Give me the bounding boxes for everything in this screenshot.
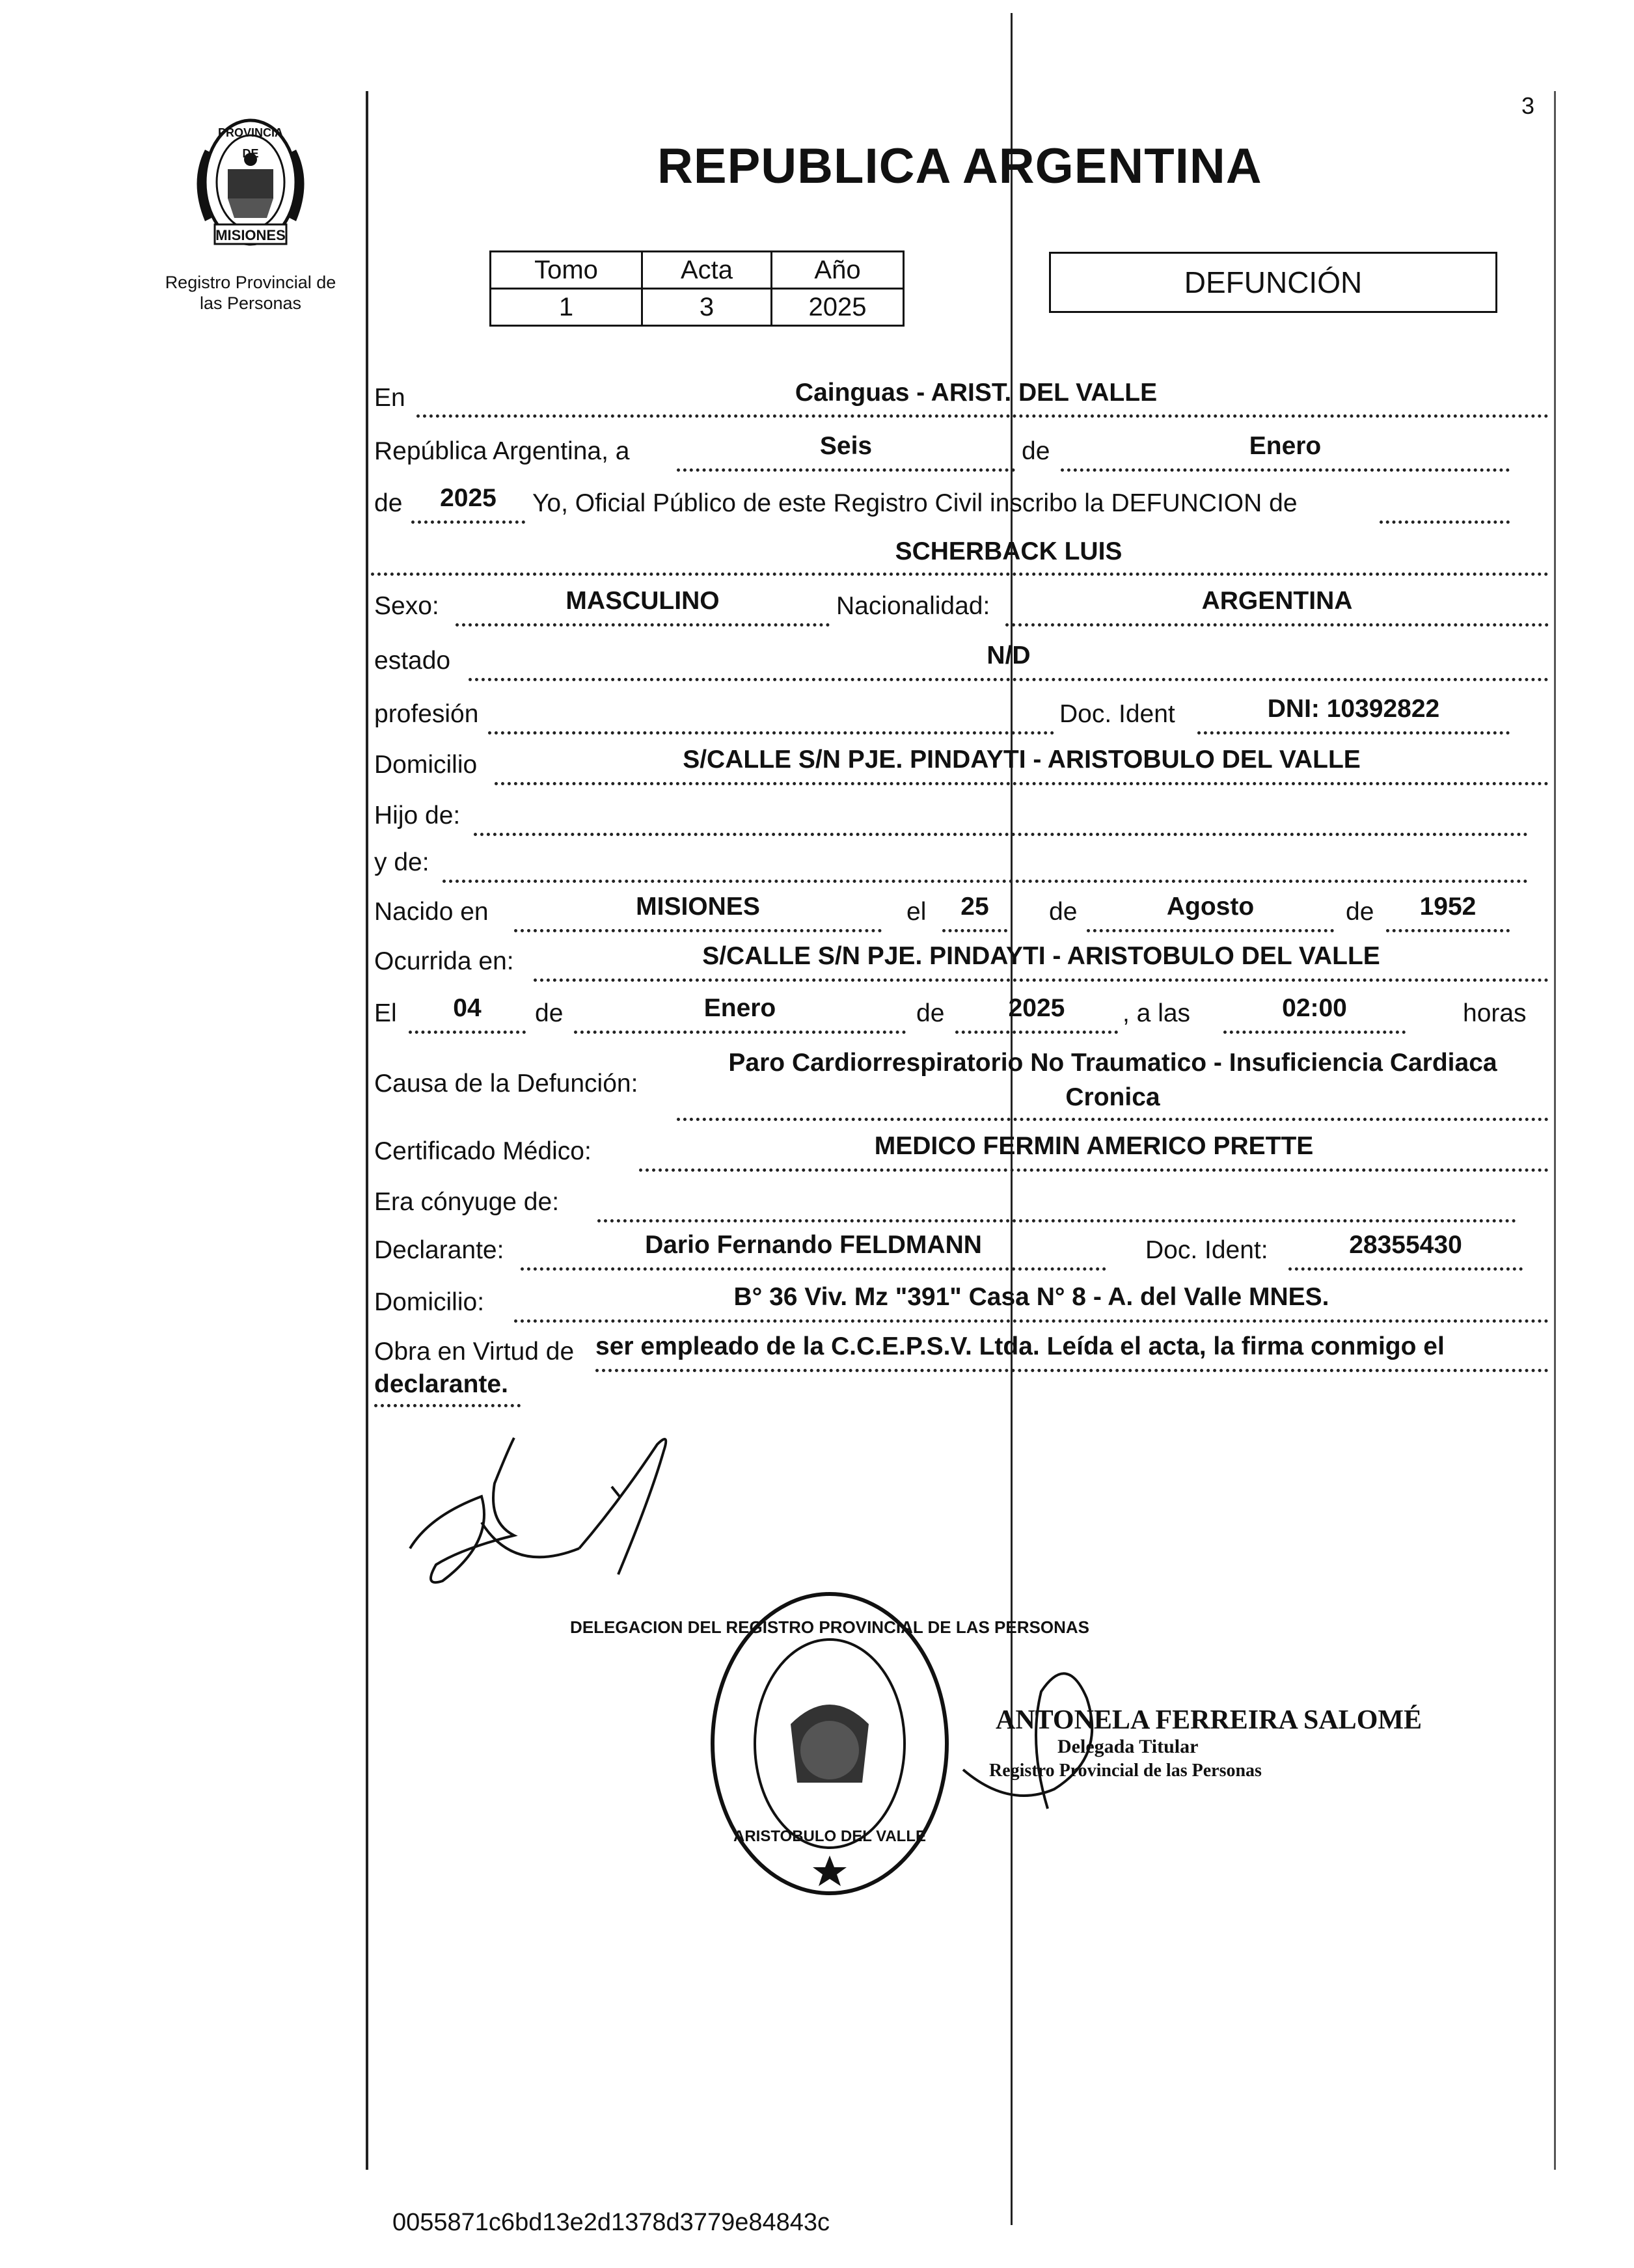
label-el-upper: El — [374, 999, 397, 1027]
label-de-6: de — [916, 999, 945, 1027]
value-causa-line1: Paro Cardiorrespiratorio No Traumatico - Insuficiencia Cardiaca — [728, 1049, 1497, 1077]
official-stamp-role: Delegada Titular — [1057, 1736, 1199, 1757]
value-decl-domicilio: B° 36 Viv. Mz "391" Casa N° 8 - A. del Valle MNES. — [733, 1283, 1329, 1311]
value-causa-line2: Cronica — [1065, 1083, 1160, 1111]
dots-birth-year — [1386, 929, 1510, 932]
page-title: REPUBLICA ARGENTINA — [657, 139, 1262, 194]
label-de-5: de — [535, 999, 564, 1027]
dots-decl-doc — [1288, 1267, 1523, 1271]
value-sexo: MASCULINO — [565, 587, 720, 615]
value-deceased-name: SCHERBACK LUIS — [895, 537, 1123, 565]
value-certificado: MEDICO FERMIN AMERICO PRETTE — [874, 1132, 1314, 1160]
dots-y-de — [443, 880, 1528, 883]
dots-estado — [469, 678, 1549, 681]
label-el: el — [906, 898, 927, 926]
dots-declarante — [521, 1267, 1106, 1271]
value-obra-2: declarante. — [374, 1370, 508, 1398]
label-estado: estado — [374, 647, 451, 675]
label-declarante: Declarante: — [374, 1236, 504, 1264]
dots-month — [1061, 468, 1510, 472]
left-margin-rule — [366, 91, 368, 2170]
document-hash: 0055871c6bd13e2d1378d3779e84843c — [392, 2209, 830, 2236]
dots-nacido — [514, 929, 882, 932]
value-death-year: 2025 — [1008, 994, 1065, 1022]
issuer-line-1: Registro Provincial de — [165, 273, 336, 292]
label-doc-ident: Doc. Ident — [1059, 700, 1175, 728]
label-decl-doc: Doc. Ident: — [1145, 1236, 1268, 1264]
dots-obra-2 — [374, 1404, 521, 1407]
dots-en — [416, 414, 1549, 418]
registry-header-acta: Acta — [642, 252, 772, 289]
value-nacido-en: MISIONES — [636, 893, 760, 921]
label-y-de: y de: — [374, 848, 429, 876]
value-birth-day: 25 — [960, 893, 989, 921]
page-number: 3 — [1521, 92, 1535, 119]
registry-value-acta: 3 — [642, 289, 772, 326]
dots-birth-month — [1087, 929, 1334, 932]
dots-death-month — [574, 1031, 906, 1034]
dots-death-day — [409, 1031, 526, 1034]
label-de-3: de — [1049, 898, 1078, 926]
document-type-box: DEFUNCIÓN — [1049, 252, 1497, 313]
label-ocurrida: Ocurrida en: — [374, 947, 514, 975]
value-year: 2025 — [440, 484, 497, 512]
dots-profesion — [488, 731, 1054, 735]
value-decl-doc: 28355430 — [1349, 1231, 1462, 1259]
dots-sexo — [456, 623, 830, 627]
label-domicilio: Domicilio — [374, 751, 478, 779]
registry-header-tomo: Tomo — [491, 252, 642, 289]
value-death-day: 04 — [453, 994, 482, 1022]
dots-death-year — [955, 1031, 1118, 1034]
label-causa: Causa de la Defunción: — [374, 1070, 638, 1098]
value-birth-year: 1952 — [1419, 893, 1477, 921]
label-horas: horas — [1463, 999, 1527, 1027]
right-margin-rule — [1554, 91, 1556, 2170]
label-obra: Obra en Virtud de — [374, 1338, 575, 1366]
intro-text: Yo, Oficial Público de este Registro Civil inscribo la DEFUNCION de — [532, 489, 1298, 517]
value-month-text: Enero — [1249, 432, 1322, 460]
label-decl-domicilio: Domicilio: — [374, 1288, 485, 1316]
official-stamp-office: Registro Provincial de las Personas — [989, 1761, 1262, 1781]
value-place: Cainguas - ARIST. DEL VALLE — [795, 379, 1158, 407]
label-republica: República Argentina, a — [374, 437, 630, 465]
dots-ocurrida — [534, 979, 1549, 982]
registry-header-anio: Año — [772, 252, 904, 289]
label-hijo: Hijo de: — [374, 802, 461, 830]
dots-causa — [677, 1118, 1549, 1121]
dots-obra — [595, 1369, 1549, 1372]
value-domicilio: S/CALLE S/N PJE. PINDAYTI - ARISTOBULO DEL VALLE — [683, 746, 1361, 774]
dots-decl-domicilio — [514, 1319, 1549, 1323]
official-stamp-name: ANTONELA FERREIRA SALOMÉ — [996, 1705, 1423, 1735]
value-obra: ser empleado de la C.C.E.P.S.V. Ltda. Leída el acta, la firma conmigo el — [595, 1332, 1445, 1360]
label-a-las: , a las — [1123, 999, 1191, 1027]
seal-inner-text: ARISTOBULO DEL VALLE — [733, 1828, 927, 1845]
label-nacido: Nacido en — [374, 898, 489, 926]
label-de-4: de — [1346, 898, 1374, 926]
seal-ring-text: DELEGACION DEL REGISTRO PROVINCIAL DE LAS PERSONAS — [570, 1617, 1089, 1637]
dots-hijo — [474, 833, 1528, 836]
dots-doc-ident — [1197, 731, 1510, 735]
emblem-top-text: PROVINCIA DE — [217, 126, 283, 160]
label-de-2: de — [374, 489, 403, 517]
label-profesion: profesión — [374, 700, 479, 728]
issuer-line-2: las Personas — [199, 293, 302, 313]
dots-domicilio — [495, 782, 1549, 785]
value-death-time: 02:00 — [1282, 994, 1347, 1022]
value-death-month: Enero — [703, 994, 776, 1022]
registry-table — [489, 250, 905, 327]
registry-value-anio: 2025 — [772, 289, 904, 326]
label-nacionalidad: Nacionalidad: — [836, 592, 990, 620]
value-day-text: Seis — [819, 432, 873, 460]
dots-intro-end — [1380, 520, 1510, 524]
dots-death-time — [1223, 1031, 1406, 1034]
registry-value-tomo: 1 — [491, 289, 642, 326]
office-seal — [570, 1587, 1089, 1900]
dots-nacionalidad — [1005, 623, 1549, 627]
dots-birth-day — [942, 929, 1007, 932]
label-sexo: Sexo: — [374, 592, 439, 620]
label-certificado: Certificado Médico: — [374, 1137, 592, 1165]
value-nacionalidad: ARGENTINA — [1201, 587, 1353, 615]
dots-day — [677, 468, 1015, 472]
emblem-bottom-text: MISIONES — [215, 227, 286, 243]
value-declarante: Dario Fernando FELDMANN — [645, 1231, 982, 1259]
value-birth-month: Agosto — [1166, 893, 1255, 921]
dots-name — [371, 573, 1549, 576]
dots-conyuge — [597, 1219, 1516, 1222]
label-de-1: de — [1022, 437, 1050, 465]
value-doc-ident: DNI: 10392822 — [1267, 695, 1440, 723]
dots-year — [411, 520, 525, 524]
label-en: En — [374, 384, 405, 412]
label-conyuge: Era cónyuge de: — [374, 1188, 560, 1216]
value-estado: N/D — [987, 641, 1031, 669]
value-ocurrida-en: S/CALLE S/N PJE. PINDAYTI - ARISTOBULO DEL VALLE — [702, 942, 1380, 970]
declarant-signature — [384, 1425, 709, 1640]
dots-certificado — [639, 1168, 1549, 1172]
